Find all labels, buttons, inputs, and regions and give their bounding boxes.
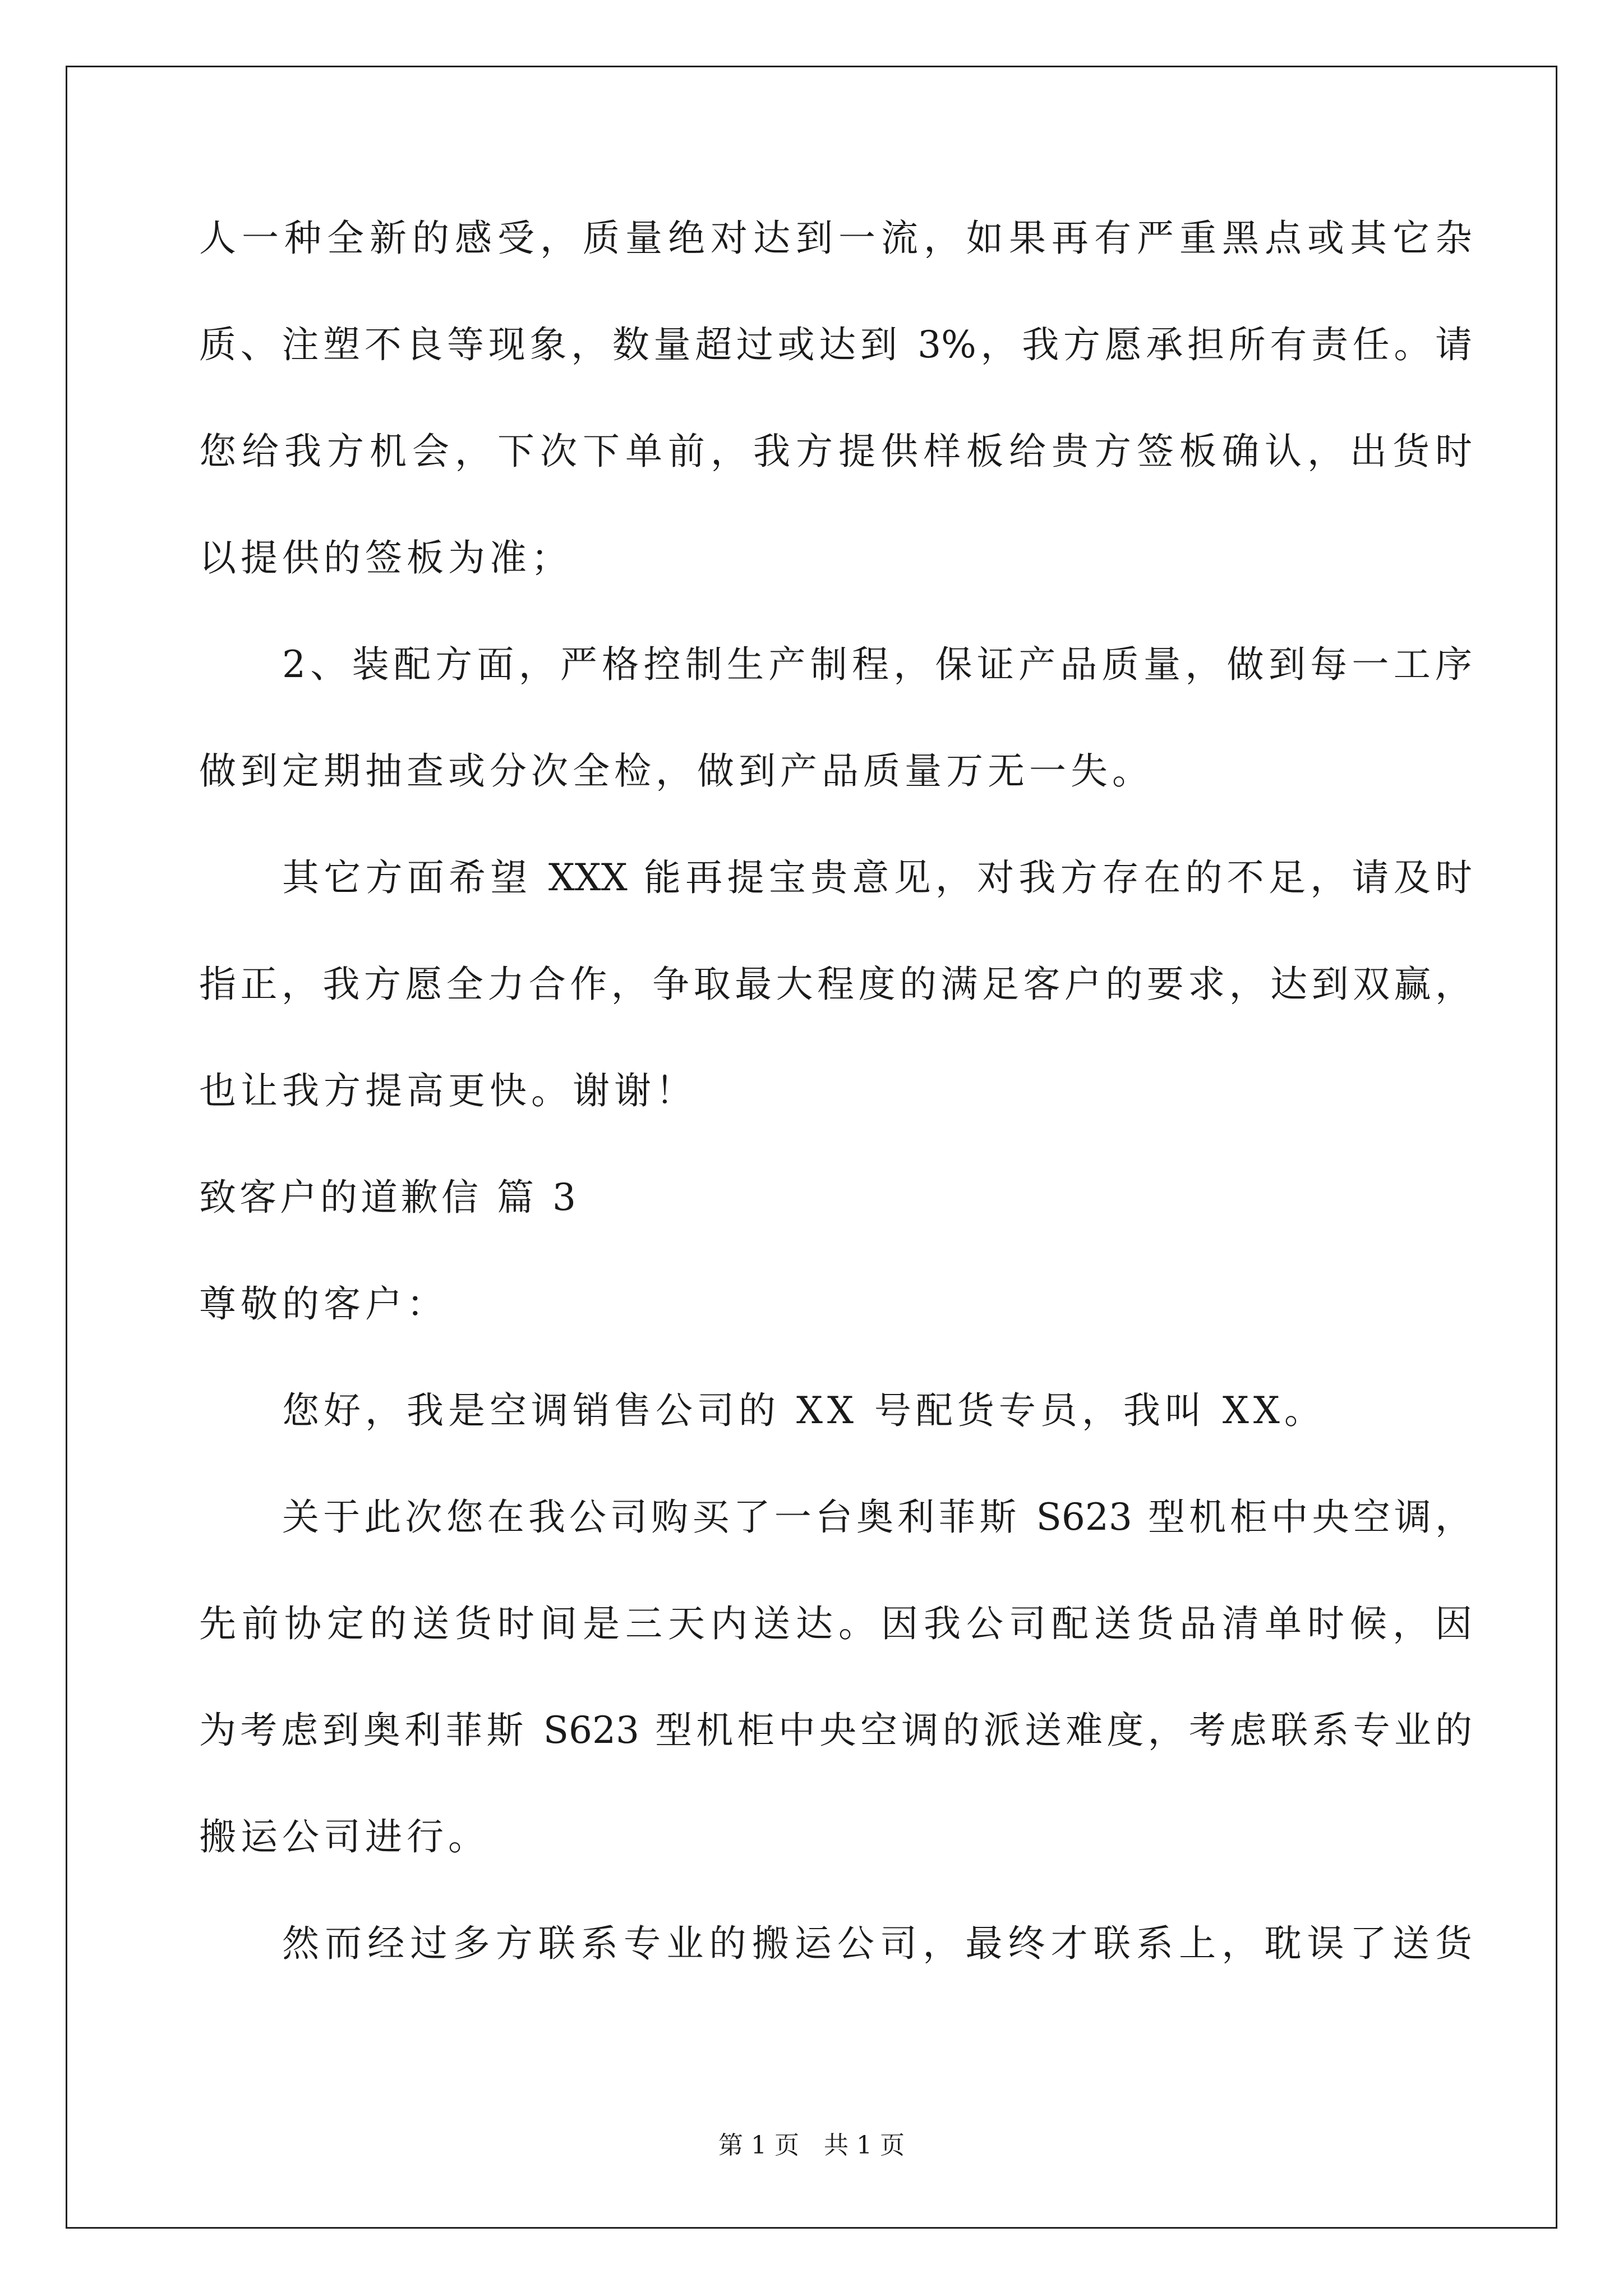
body-line: 您好，我是空调销售公司的 XX 号配货专员，我叫 XX。 [282, 1389, 1326, 1432]
body-line: 其它方面希望 XXX 能再提宝贵意见，对我方存在的不足，请及时 [282, 856, 1472, 899]
body-line: 也让我方提高更快。谢谢！ [199, 1069, 697, 1112]
body-line: 然而经过多方联系专业的搬运公司，最终才联系上，耽误了送货 [282, 1922, 1472, 1965]
body-line: 做到定期抽查或分次全检，做到产品质量万无一失。 [199, 749, 1154, 793]
body-line: 以提供的签板为准； [199, 536, 573, 579]
body-line: 先前协定的送货时间是三天内送达。因我公司配送货品清单时候，因 [199, 1602, 1472, 1645]
body-line: 质、注塑不良等现象，数量超过或达到 3%，我方愿承担所有责任。请 [199, 323, 1472, 366]
body-line: 您给我方机会，下次下单前，我方提供样板给贵方签板确认，出货时 [199, 430, 1472, 473]
body-line: 关于此次您在我公司购买了一台奥利菲斯 S623 型机柜中央空调， [282, 1496, 1472, 1539]
body-line: 2、装配方面，严格控制生产制程，保证产品质量，做到每一工序 [282, 643, 1472, 686]
body-line: 为考虑到奥利菲斯 S623 型机柜中央空调的派送难度，考虑联系专业的 [199, 1709, 1472, 1752]
page-border [66, 66, 1557, 2229]
section-heading: 致客户的道歉信 篇 3 [199, 1176, 579, 1219]
body-line: 指正，我方愿全力合作，争取最大程度的满足客户的要求，达到双赢， [199, 963, 1472, 1006]
salutation: 尊敬的客户： [199, 1282, 448, 1326]
page-footer: 第 1 页 共 1 页 [718, 2131, 905, 2160]
body-line: 搬运公司进行。 [199, 1815, 490, 1858]
body-line: 人一种全新的感受，质量绝对达到一流，如果再有严重黑点或其它杂 [199, 217, 1472, 260]
